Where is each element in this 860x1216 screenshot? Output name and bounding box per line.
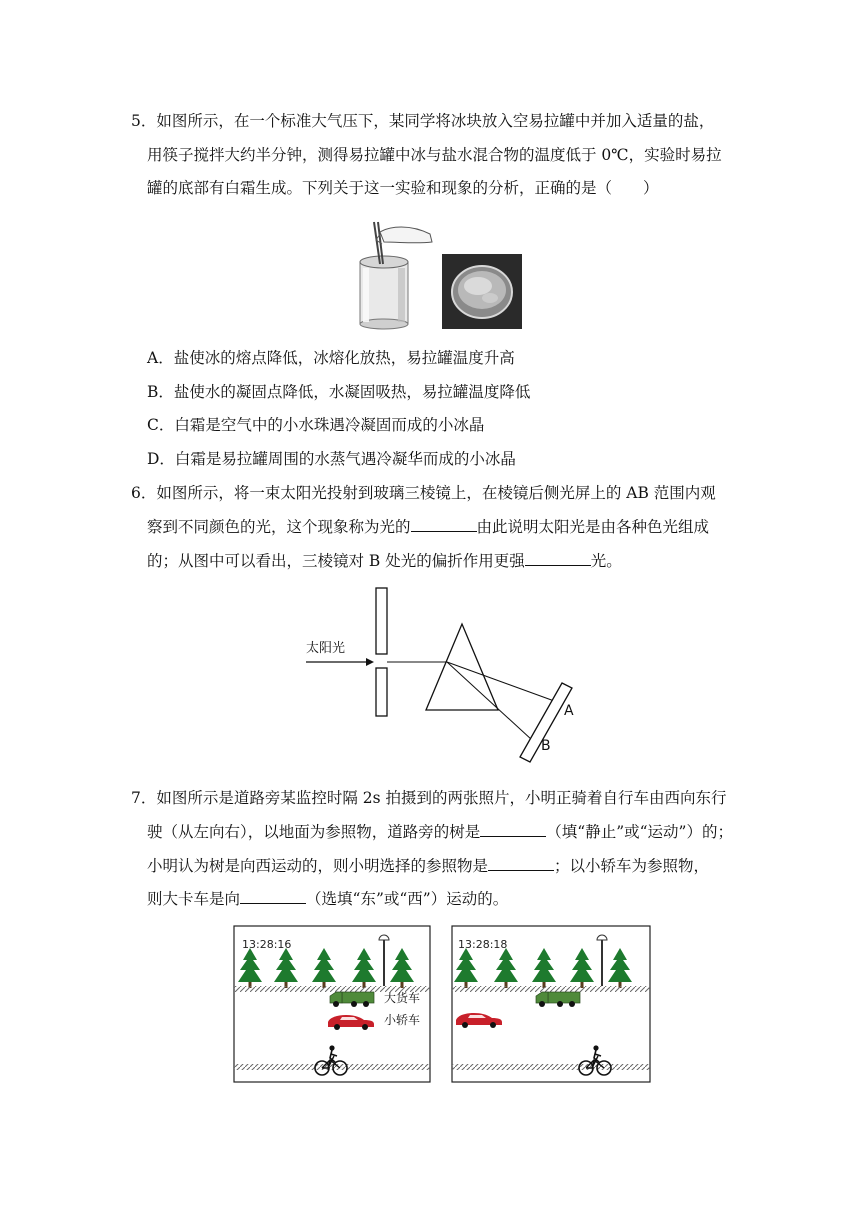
q5-line-3: 罐的底部有白霜生成。下列关于这一实验和现象的分析，正确的是（ ） xyxy=(147,179,659,197)
q5-line-2: 用筷子搅拌大约半分钟，测得易拉罐中冰与盐水混合物的温度低于 0℃，实验时易拉 xyxy=(147,146,722,164)
truck-2 xyxy=(536,992,580,1007)
answer-blank-1[interactable] xyxy=(411,517,477,532)
answer-blank-4[interactable] xyxy=(488,856,554,871)
photo-1 xyxy=(234,926,430,1082)
photo-2-timestamp: 13:28:18 xyxy=(458,938,508,951)
q6-line-2 xyxy=(147,517,709,537)
car-label: 小轿车 xyxy=(384,1013,421,1027)
q6-line-3-text-b: 光。 xyxy=(590,552,622,570)
q6-line-2-text-a: 察到不同颜色的光，这个现象称为光的 xyxy=(147,518,411,536)
q7-line-4-text-b: （选填“东”或“西”）运动的。 xyxy=(306,890,509,908)
truck-1 xyxy=(330,992,374,1007)
q5-option-c: C．白霜是空气中的小水珠遇冷凝固而成的小冰晶 xyxy=(147,416,485,434)
answer-blank-2[interactable] xyxy=(525,551,591,566)
photo-1-timestamp: 13:28:16 xyxy=(242,938,292,951)
slit-upper xyxy=(376,588,387,654)
q7-line-3-text-b: ；以小轿车为参照物， xyxy=(554,857,710,875)
q5-option-a: A．盐使冰的熔点降低，冰熔化放热，易拉罐温度升高 xyxy=(147,349,515,367)
truck-label: 大货车 xyxy=(384,991,421,1005)
q6-line-2-text-b: 由此说明太阳光是由各种色光组成 xyxy=(476,518,710,536)
q6-prism-figure xyxy=(300,584,590,766)
label-b: B xyxy=(541,738,551,754)
photo-2 xyxy=(452,926,650,1082)
label-a: A xyxy=(564,703,574,719)
q5-option-d: D．白霜是易拉罐周围的水蒸气遇冷凝华而成的小冰晶 xyxy=(147,450,516,468)
q7-line-1: 7．如图所示是道路旁某监控时隔 2s 拍摄到的两张照片，小明正骑着自行车由西向东行 xyxy=(131,789,727,807)
answer-blank-5[interactable] xyxy=(240,889,306,904)
q6-line-3-text-a: 的；从图中可以看出，三棱镜对 B 处光的偏折作用更强 xyxy=(147,552,525,570)
q6-line-1: 6．如图所示，将一束太阳光投射到玻璃三棱镜上，在棱镜后侧光屏上的 AB 范围内观 xyxy=(131,484,716,502)
q7-line-3 xyxy=(147,856,709,876)
q5-option-b: B．盐使水的凝固点降低，水凝固吸热，易拉罐温度降低 xyxy=(147,383,531,401)
q7-line-4-text-a: 则大卡车是向 xyxy=(147,890,241,908)
q7-line-3-text-a: 小明认为树是向西运动的，则小明选择的参照物是 xyxy=(147,857,489,875)
q6-line-3 xyxy=(147,551,622,571)
sunlight-label: 太阳光 xyxy=(306,641,346,656)
slit-lower xyxy=(376,668,387,716)
ice-dish-image xyxy=(442,254,522,329)
q5-line-1: 5．如图所示，在一个标准大气压下，某同学将冰块放入空易拉罐中并加入适量的盐， xyxy=(131,112,715,130)
answer-blank-3[interactable] xyxy=(480,822,546,837)
q7-line-2-text-b: （填“静止”或“运动”）的； xyxy=(546,823,733,841)
q7-line-2 xyxy=(147,822,733,842)
q7-line-2-text-a: 驶（从左向右），以地面为参照物，道路旁的树是 xyxy=(147,823,481,841)
q7-line-4 xyxy=(147,889,508,909)
q5-figure xyxy=(350,218,525,330)
can-image xyxy=(360,222,432,329)
q7-photos xyxy=(230,922,654,1086)
